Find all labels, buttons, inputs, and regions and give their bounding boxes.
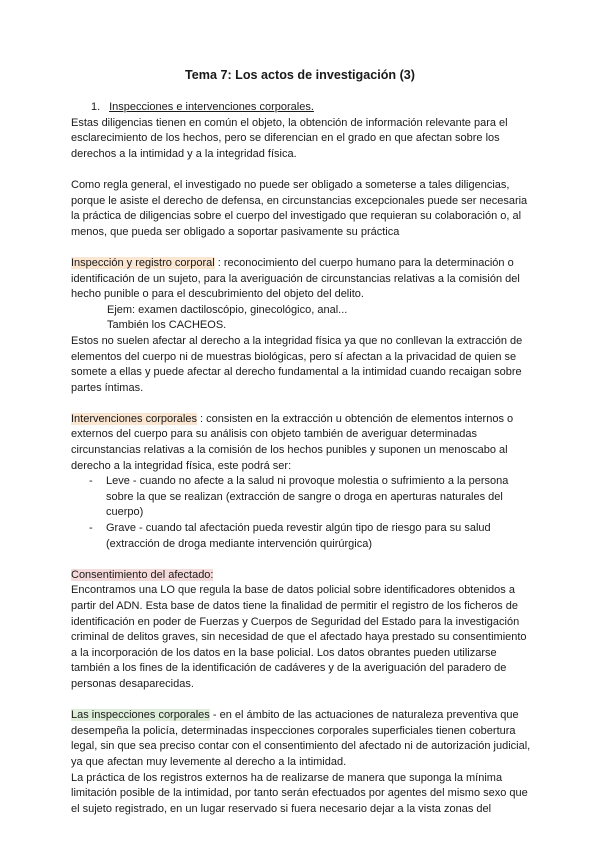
consentimiento-heading-line bbox=[71, 568, 531, 584]
bullet-dash: - bbox=[89, 475, 93, 488]
list-item-text: Leve - cuando no afecte a la salud ni provoque molestia o sufrimiento a la persona sobre la que se realizan (extracción de sangre o droga en aperturas naturales del cuerpo) bbox=[106, 475, 509, 519]
list-item bbox=[71, 521, 531, 552]
inspeccion-example-2: También los CACHEOS. bbox=[107, 319, 227, 332]
inspecciones-corporales-text: - en el ámbito de las actuaciones de naturaleza preventiva que desempeña la policía, determinadas inspecciones corporales superficiales tienen cobertura legal, sin que sea preciso contar con el consentimiento del afectado ni de autorización judicial, ya que afectan muy levemente al derecho a la intimidad. bbox=[71, 709, 531, 768]
registros-externos-paragraph: La práctica de los registros externos ha de realizarse de manera que suponga la mínima limitación posible de la intimidad, por tanto serán efectuados por agentes del mismo sexo que el sujeto registrado, en un lugar reservado si fuera necesario dejar a la vista zonas del bbox=[71, 771, 528, 815]
intervenciones-paragraph bbox=[71, 412, 531, 474]
intro-paragraph: Estas diligencias tienen en común el objeto, la obtención de información relevante para el esclarecimiento de los hechos, pero se diferencian en el grado en que afectan sobre los derechos a la intimidad y a la integridad física. bbox=[71, 116, 508, 160]
inspecciones-corporales-term: Las inspecciones corporales bbox=[71, 709, 210, 722]
list-item bbox=[71, 474, 531, 521]
consentimiento-paragraph: Encontramos una LO que regula la base de datos policial sobre identificadores obtenidos a partir del ADN. Esta base de datos tiene la finalidad de permitir el registro de los ficheros de identificación en poder de Fuerzas y Cuerpos de Seguridad del Estado para la investigación criminal de delitos graves, sin necesidad de que el afectado haya prestado su consentimiento a la incorporación de los datos en la base policial. Los datos obrantes pueden utilizarse también a los fines de la identificación de cadáveres y de la averiguación del paradero de personas desaparecidas. bbox=[71, 584, 527, 690]
inspeccion-definition: : reconocimiento del cuerpo humano para la determinación o identificación de un sujeto, para la averiguación de circunstancias relativas a la comisión del hecho punible o para el descubrimiento del objeto del delito. bbox=[71, 256, 520, 301]
intervenciones-term: Intervenciones corporales bbox=[71, 412, 197, 425]
inspeccion-term: Inspección y registro corporal bbox=[71, 256, 215, 269]
bullet-dash: - bbox=[89, 522, 93, 535]
section-number: 1. bbox=[91, 101, 101, 113]
list-item-text: Grave - cuando tal afectación pueda revestir algún tipo de riesgo para su salud (extracción de droga mediante intervención quirúrgica) bbox=[106, 522, 491, 550]
inspeccion-example-1: Ejem: examen dactiloscópio, ginecológico, anal... bbox=[107, 303, 348, 316]
general-rule-paragraph: Como regla general, el investigado no puede ser obligado a someterse a tales diligencias, porque le asiste el derecho de defensa, en circunstancias excepcionales puede ser necesaria la práctica de diligencias sobre el cuerpo del investigado que requieran su colaboración o, al menos, que pueda ser obligado a soportar pasivamente su práctica bbox=[71, 178, 528, 238]
document-body bbox=[71, 100, 531, 817]
consentimiento-heading: Consentimiento del afectado: bbox=[71, 568, 214, 581]
section-heading-text: Inspecciones e intervenciones corporales. bbox=[109, 101, 314, 113]
inspeccion-paragraph bbox=[71, 256, 531, 303]
inspeccion-note: Estos no suelen afectar al derecho a la integridad física ya que no conllevan la extracción de elementos del cuerpo ni de muestras biológicas, pero sí afectan a la privacidad de quien se somete a ellas y puede afectar al derecho fundamental a la intimidad cuando recaigan sobre partes íntimas. bbox=[71, 334, 523, 394]
page-title: Tema 7: Los actos de investigación (3) bbox=[184, 68, 415, 82]
intervenciones-definition: : consisten en la extracción u obtención de elementos internos o externos del cuerpo para su análisis con objeto también de averiguar determinadas circunstancias relativas a la comisión de los hechos punibles y suponen un menoscabo al derecho a la integridad física, este podrá ser: bbox=[71, 412, 514, 472]
inspecciones-corporales-paragraph bbox=[71, 708, 531, 770]
section-heading bbox=[71, 100, 531, 116]
